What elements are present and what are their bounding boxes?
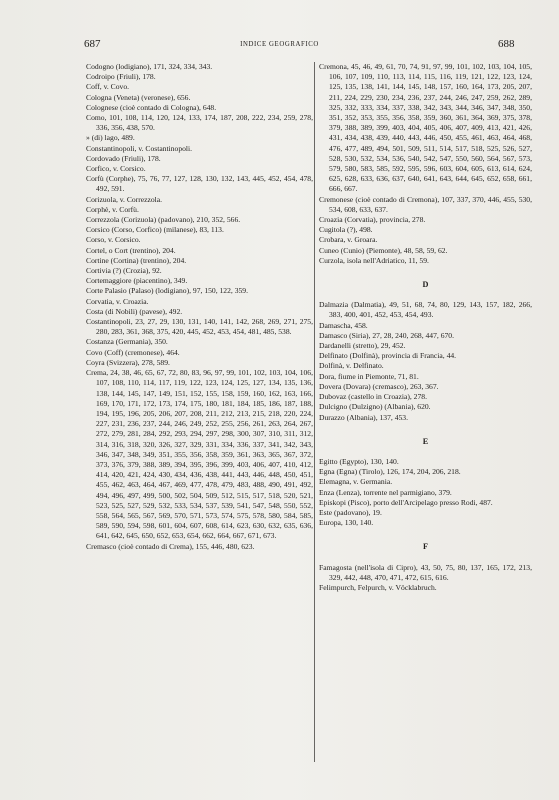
index-entry: Croazia (Corvatia), provincia, 278. bbox=[319, 215, 426, 225]
index-entry: Dulcigno (Dulzigno) (Albania), 620. bbox=[319, 402, 431, 412]
column-divider bbox=[314, 62, 315, 762]
page-number-left: 687 bbox=[84, 38, 101, 50]
index-entry: Como, 101, 108, 114, 120, 124, 133, 174, 187, 208, 222, 234, 259, 278, 336, 356, 438, 570. bbox=[86, 113, 313, 133]
left-column bbox=[86, 62, 313, 552]
index-entry: Cuneo (Cunio) (Piemonte), 48, 58, 59, 62. bbox=[319, 245, 448, 255]
index-entry: Corfù (Corphe), 75, 76, 77, 127, 128, 130, 132, 143, 445, 452, 454, 478, 492, 591. bbox=[86, 174, 313, 194]
index-entry: Cortel, o Cort (trentino), 204. bbox=[86, 245, 176, 255]
index-entry: » (di) lago, 489. bbox=[86, 133, 135, 143]
index-entry: Covo (Coff) (cremonese), 464. bbox=[86, 347, 180, 357]
section-letter: E bbox=[422, 436, 429, 446]
index-entry: Codroipo (Friuli), 178. bbox=[86, 72, 156, 82]
index-entry: Corvatia, v. Croazia. bbox=[86, 296, 149, 306]
index-entry: Corsico (Corso, Corfico) (milanese), 83, 113. bbox=[86, 225, 224, 235]
page-number-right: 688 bbox=[498, 38, 515, 50]
section-letter: F bbox=[422, 542, 428, 552]
index-entry: Corfico, v. Corsico. bbox=[86, 164, 146, 174]
index-entry: Crobara, v. Groara. bbox=[319, 235, 378, 245]
index-entry: Cortine (Cortina) (trentino), 204. bbox=[86, 255, 187, 265]
index-entry: Damasco (Siria), 27, 28, 240, 268, 447, 670. bbox=[319, 330, 454, 340]
index-entry: Costantinopoli, 23, 27, 29, 130, 131, 140, 141, 142, 268, 269, 271, 275, 280, 283, 361, 368, 375, 420, 445, 452, 453, 454, 481, 485, 538. bbox=[86, 317, 313, 337]
index-entry: Famagosta (nell'isola di Cipro), 43, 50, 75, 80, 137, 165, 172, 213, 329, 442, 448, 470, 471, 472, 615, 616. bbox=[319, 562, 532, 582]
index-entry: Corphè, v. Corfù. bbox=[86, 204, 139, 214]
index-entry: Egitto (Egypto), 130, 140. bbox=[319, 456, 399, 466]
index-entry: Corso, v. Corsico. bbox=[86, 235, 141, 245]
index-entry: Cugitola (?), 498. bbox=[319, 225, 373, 235]
running-header: INDICE GEOGRAFICO bbox=[240, 41, 319, 48]
index-entry: Cologna (Veneta) (veronese), 656. bbox=[86, 92, 191, 102]
index-entry: Elemagna, v. Germania. bbox=[319, 477, 393, 487]
index-entry: Costa (di Nobili) (pavese), 492. bbox=[86, 306, 183, 316]
index-entry: Dubovaz (castello in Croazia), 278. bbox=[319, 392, 427, 402]
index-entry: Cordovado (Friuli), 178. bbox=[86, 153, 161, 163]
right-column bbox=[319, 62, 532, 593]
index-entry: Dovera (Dovara) (cremasco), 263, 367. bbox=[319, 381, 439, 391]
index-entry: Este (padovano), 19. bbox=[319, 507, 382, 517]
index-entry: Delfinato (Dolfinà), provincia di Francia, 44. bbox=[319, 351, 457, 361]
index-entry: Coff, v. Covo. bbox=[86, 82, 130, 92]
index-entry: Curzola, isola nell'Adriatico, 11, 59. bbox=[319, 255, 429, 265]
index-entry: Dolfinà, v. Delfinato. bbox=[319, 361, 384, 371]
index-entry: Colognese (cioè contado di Cologna), 648. bbox=[86, 102, 217, 112]
index-entry: Cortemaggiore (piacentino), 349. bbox=[86, 276, 188, 286]
index-entry: Dalmazia (Dalmatia), 49, 51, 68, 74, 80, 129, 143, 157, 182, 266, 383, 400, 401, 452, 453, 454, 493. bbox=[319, 300, 532, 320]
index-entry: Corizuola, v. Correzzola. bbox=[86, 194, 163, 204]
index-entry: Correzzola (Corizuola) (padovano), 210, 352, 566. bbox=[86, 215, 241, 225]
index-entry: Cortivia (?) (Crozia), 92. bbox=[86, 266, 162, 276]
index-entry: Cremona, 45, 46, 49, 61, 70, 74, 91, 97, 99, 101, 102, 103, 104, 105, 106, 107, 109, 110, 113, 114, 115, 116, 119, 121, 122, 123, 124, 125, 135, 138, 141, 144, 145, 148, 157, 160, 164, 173, 205, 207, 211, 224, 229, 230, 234, 236, 237, 244, 246, 247, 259, 262, 289, 325, 332, 333, 334, 337, 338, 342, 343, 344, 346, 347, 348, 350, 351, 352, 353, 355, 356, 358, 359, 360, 361, 364, 369, 375, 378, 379, 388, 389, 399, 403, 404, 405, 406, 407, 409, 413, 421, 426, 431, 434, 438, 439, 440, 443, 446, 450, 455, 461, 463, 464, 468, 476, 477, 489, 494, 501, 509, 511, 514, 517, 518, 525, 526, 527, 528, 530, 532, 534, 536, 540, 542, 547, 550, 560, 564, 567, 573, 579, 580, 583, 585, 592, 595, 596, 603, 604, 605, 613, 614, 624, 625, 628, 633, 636, 637, 640, 641, 643, 644, 645, 652, 658, 661, 666, 667. bbox=[319, 62, 532, 194]
index-entry: Corte Palasio (Palaso) (lodigiano), 97, 150, 122, 359. bbox=[86, 286, 248, 296]
index-entry: Europa, 130, 140. bbox=[319, 518, 374, 528]
index-entry: Egna (Egna) (Tirolo), 126, 174, 204, 206, 218. bbox=[319, 467, 461, 477]
index-entry: Coyra (Svizzera), 278, 589. bbox=[86, 357, 170, 367]
index-entry: Damascha, 458. bbox=[319, 320, 368, 330]
section-letter: D bbox=[422, 280, 429, 290]
index-entry: Costanza (Germania), 350. bbox=[86, 337, 168, 347]
index-entry: Cremonese (cioè contado di Cremona), 107, 337, 370, 446, 455, 530, 534, 608, 633, 637. bbox=[319, 194, 532, 214]
index-entry: Felimpurch, Felpurch, v. Vöcklabruch. bbox=[319, 582, 437, 592]
index-entry: Dora, fiume in Piemonte, 71, 81. bbox=[319, 371, 419, 381]
index-entry: Codogno (lodigiano), 171, 324, 334, 343. bbox=[86, 62, 213, 71]
index-entry: Durazzo (Albania), 137, 453. bbox=[319, 412, 408, 422]
index-entry: Cremasco (cioè contado di Crema), 155, 446, 480, 623. bbox=[86, 541, 255, 551]
index-entry: Dardanelli (stretto), 29, 452. bbox=[319, 341, 406, 351]
index-entry: Crema, 24, 38, 46, 65, 67, 72, 80, 83, 96, 97, 99, 101, 102, 103, 104, 106, 107, 108, 110, 114, 117, 119, 122, 123, 124, 125, 127, 134, 135, 136, 138, 144, 145, 147, 149, 151, 152, 155, 158, 159, 160, 162, 163, 166, 169, 170, 171, 172, 173, 174, 175, 180, 181, 184, 185, 186, 187, 188, 194, 195, 196, 205, 206, 207, 208, 211, 212, 213, 215, 218, 220, 224, 227, 231, 236, 237, 244, 246, 249, 252, 255, 256, 261, 263, 264, 267, 272, 279, 281, 284, 292, 293, 294, 297, 298, 300, 307, 310, 311, 312, 314, 316, 318, 320, 326, 327, 329, 331, 334, 336, 337, 341, 342, 343, 346, 347, 348, 349, 351, 355, 356, 358, 359, 361, 363, 365, 367, 372, 373, 376, 379, 388, 389, 394, 395, 396, 399, 403, 406, 407, 410, 412, 414, 420, 421, 424, 430, 434, 436, 438, 441, 443, 446, 448, 450, 451, 455, 462, 463, 464, 467, 469, 477, 478, 479, 483, 488, 490, 491, 492, 494, 496, 497, 499, 500, 502, 504, 509, 512, 515, 517, 518, 520, 521, 523, 525, 527, 529, 532, 533, 534, 537, 539, 541, 547, 548, 550, 552, 558, 564, 565, 567, 569, 570, 571, 573, 574, 575, 578, 580, 584, 585, 589, 590, 594, 598, 601, 604, 607, 608, 614, 623, 630, 632, 635, 636, 641, 642, 645, 650, 652, 653, 654, 662, 664, 667, 671, 673. bbox=[86, 368, 313, 541]
index-entry: Enza (Lenza), torrente nel parmigiano, 379. bbox=[319, 487, 452, 497]
index-entry: Constantinopoli, v. Costantinopoli. bbox=[86, 143, 193, 153]
index-entry: Episkopi (Pisco), porto dell'Arcipelago presso Rodi, 487. bbox=[319, 497, 493, 507]
